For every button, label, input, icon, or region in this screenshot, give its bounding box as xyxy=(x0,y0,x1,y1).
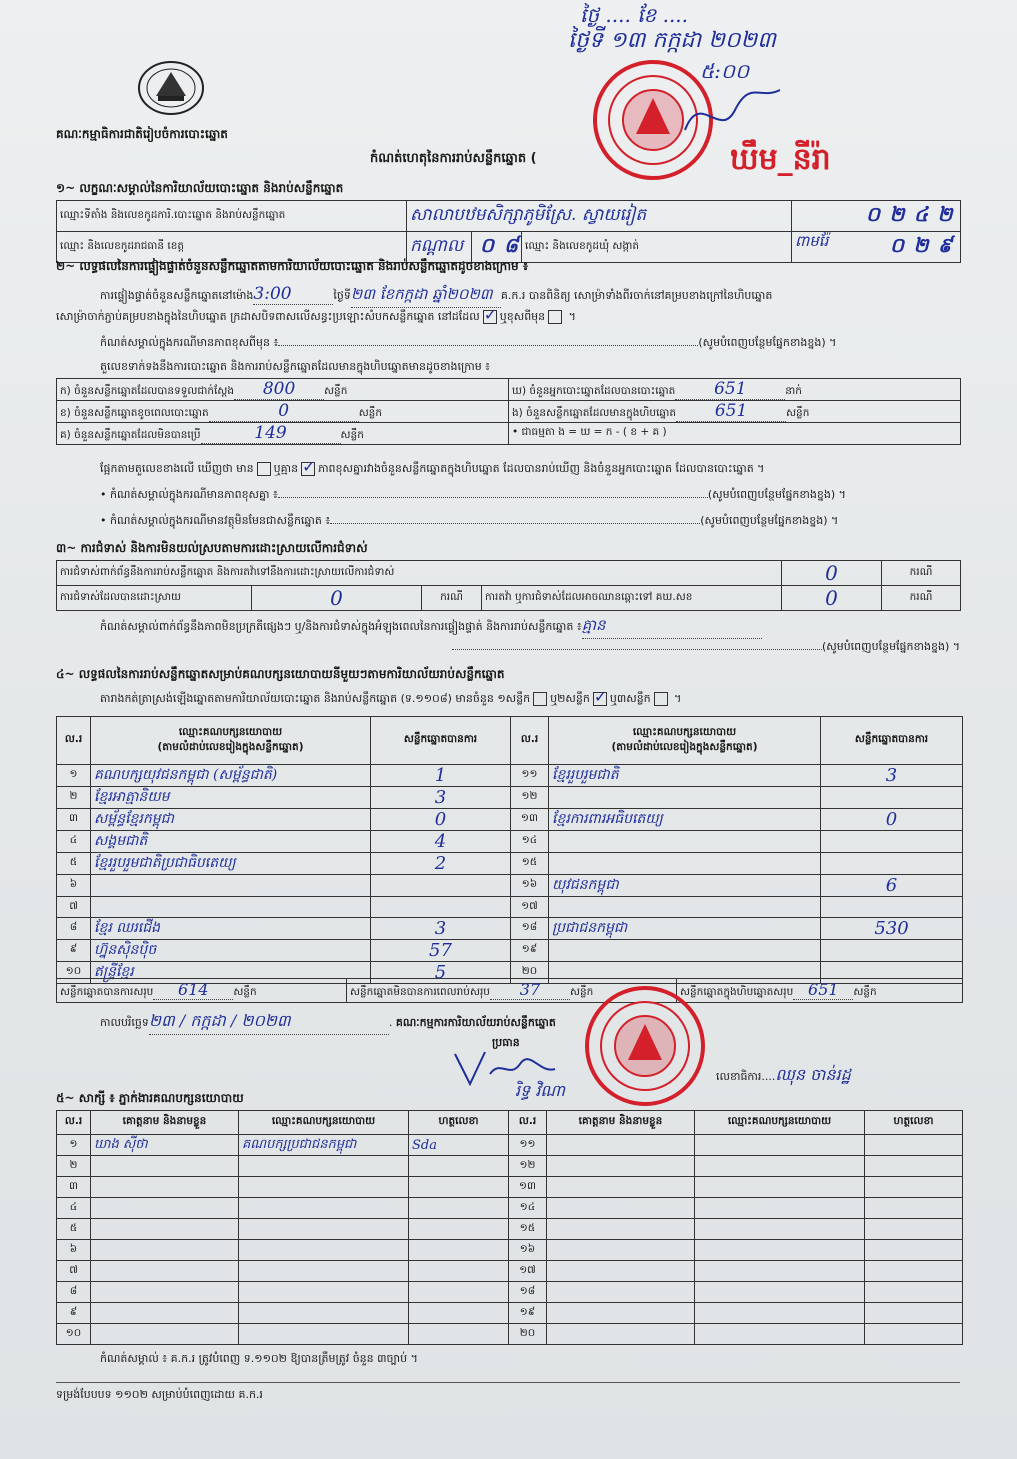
result-row xyxy=(57,831,963,853)
result-votes: 3 xyxy=(434,787,447,808)
province-value: កណ្តាល xyxy=(410,235,464,256)
in-box-cell: ង) ចំនួនសន្លឹកឆ្នោតដែលមានក្នុងហិបឆ្នោត 651 សន្លឹក xyxy=(509,401,961,423)
location-code: ០ ២ ៤ ២ xyxy=(792,201,961,232)
witness-no: ១ xyxy=(69,1137,78,1150)
secretary-name: ឈុន ចាន់រដ្ឋ xyxy=(775,1065,851,1084)
result-party-name: ខ្មែររួបរួមជាតិប្រជាធិបតេយ្យ xyxy=(94,855,236,871)
verify-time-value: 3:00 xyxy=(253,284,333,305)
verify-date-value: ២៣ ខែកក្កដា ឆ្នាំ២០២៣ xyxy=(351,285,501,308)
result-votes: 0 xyxy=(434,809,447,830)
spoiled-cell: ខ) ចំនួនសន្លឹកឆ្នោតខូចពេលបោះឆ្នោត 0 សន្លឹក xyxy=(57,401,509,423)
escalated-label: ការតវ៉ា ឬការជំទាស់ដែលអាចឈានឆ្ពោះទៅ គឃ.សខ xyxy=(482,586,782,611)
total-valid-value: 614 xyxy=(153,980,233,1000)
witness-row xyxy=(57,1261,963,1282)
result-row xyxy=(57,765,963,787)
witness-row xyxy=(57,1198,963,1219)
total-box-cell: សន្លឹកឆ្នោតក្នុងហិបឆ្នោតសរុប 651 សន្លឹក xyxy=(677,979,963,1003)
section2-title: ២~ លទ្ធផលនៃការផ្ទៀងផ្ទាត់ចំនួនសន្លឹកឆ្នោតតាមការិយាល័យបោះឆ្នោត និងរាប់សន្លឹកឆ្នោតដូចខាងក្រោម ៖ xyxy=(56,259,529,273)
signature-top-icon xyxy=(680,80,790,150)
witness-row xyxy=(57,1240,963,1261)
spoiled-value: 0 xyxy=(209,401,359,422)
complaints-table: ការជំទាស់ពាក់ព័ន្ធនឹងការរាប់សន្លឹកឆ្នោត និងការតវ៉ាទៅនឹងការដោះស្រាយលើការជំទាស់ 0 ករណី ការជំទាស់ដែលបានដោះស្រាយ 0 ករណី ការតវ៉ា ឬការជំទាស់ដែលអាចឈានឆ្ពោះទៅ គឃ.សខ 0 ករណី xyxy=(56,560,961,611)
result-no: ៦ xyxy=(69,878,78,890)
result-no: ២០ xyxy=(521,965,538,978)
result-votes: 1 xyxy=(434,765,447,786)
result-votes: 530 xyxy=(874,918,909,940)
result-no: ១៨ xyxy=(521,921,538,934)
difference-note: • កំណត់សម្គាល់ក្នុងករណីមានភាពខុសគ្នា ៖ (សូមបំពេញបន្ថែមផ្នែកខាងខ្នង) ។ xyxy=(100,488,846,501)
witness-no: ១២ xyxy=(519,1158,536,1171)
result-row xyxy=(57,918,963,940)
witness-no: ៣ xyxy=(69,1179,78,1192)
witness-party: គណបក្សប្រជាជនកម្ពុជា xyxy=(242,1136,357,1152)
resolved-label: ការជំទាស់ដែលបានដោះស្រាយ xyxy=(57,586,252,611)
result-no: ២ xyxy=(69,790,78,802)
footnote: កំណត់សម្គាល់ ៖ គ.ក.រ ត្រូវបំពេញ ទ.១១០២ ឱ្យបានត្រឹមត្រូវ ចំនួន ៣ច្បាប់ ។ xyxy=(100,1352,418,1365)
result-no: ១៣ xyxy=(521,812,538,824)
result-party-name: ខ្មែរអាត្មានិយម xyxy=(94,789,170,805)
tally-intro: តារាងកត់ត្រាស្រង់ឡើងឆ្នោតតាមការិយាល័យបោះឆ្នោត និងរាប់សន្លឹកឆ្នោត (ទ.១១០៨) មានចំនួន ១សន្លឹក ឬ២សន្លឹក✓ ឬ៣សន្លឹក ។ xyxy=(100,692,681,708)
irregularity-note: កំណត់សម្គាល់ពាក់ព័ន្ធនឹងភាពមិនប្រក្រតីផ្សេងៗ ឬ/និងការជំទាស់ក្នុងអំឡុងពេលនៃការផ្ទៀងផ្ទាត់ និងការរាប់សន្លឹកឆ្នោត ៖គ្មាន xyxy=(100,616,762,639)
in-box-value: 651 xyxy=(676,401,786,422)
result-no: ៧ xyxy=(69,899,78,912)
witness-row xyxy=(57,1156,963,1177)
result-no: ៨ xyxy=(69,921,78,934)
result-row xyxy=(57,809,963,831)
witness-no: ១៥ xyxy=(519,1221,536,1234)
compare-line: ផ្អែកតាមតួលេខខាងលើ ឃើញថា មាន ឬគ្មាន✓ ភាពខុសគ្នារវាងចំនួនសន្លឹកឆ្នោតក្នុងហិបឆ្នោត ដែលបានរាប់ឃើញ និងចំនួនអ្នកបោះឆ្នោត ដែលបានបោះឆ្នោត ។ xyxy=(100,462,764,478)
witness-row xyxy=(57,1282,963,1303)
commune-cell: ពាមរ៉ែ ០ ២ ៩ xyxy=(792,232,961,263)
nec-emblem-icon xyxy=(136,58,206,116)
form-reference: ទម្រង់បែបបទ ១១០២ សម្រាប់បំពេញដោយ គ.ក.រ xyxy=(56,1388,263,1401)
top-handwritten-note-1: ថ្ងៃ .... ខែ .... xyxy=(580,3,689,27)
commune-label: ឈ្មោះ និងលេខកូដឃុំ សង្កាត់ xyxy=(522,232,792,263)
two-sheets-checkbox[interactable] xyxy=(593,692,607,706)
result-no: ៣ xyxy=(69,812,78,824)
result-no: ៥ xyxy=(69,856,78,868)
witness-row xyxy=(57,1135,963,1156)
witness-no: ១៧ xyxy=(519,1263,536,1276)
witness-no: ៥ xyxy=(69,1221,78,1234)
no-difference-checkbox[interactable] xyxy=(301,462,315,476)
witness-no: ៩ xyxy=(69,1305,78,1318)
total-box-value: 651 xyxy=(793,980,853,1000)
result-no: ១១ xyxy=(521,768,538,780)
result-no: ៩ xyxy=(69,943,78,956)
witness-no: ៧ xyxy=(69,1263,78,1276)
footer-divider xyxy=(56,1382,960,1383)
result-no: ៤ xyxy=(69,834,78,846)
witness-no: ១០ xyxy=(65,1326,82,1339)
voted-cell: ឃ) ចំនួនអ្នកបោះឆ្នោតដែលបានបោះឆ្នោត 651 នាក់ xyxy=(509,379,961,401)
result-row xyxy=(57,897,963,918)
secretary-line: លេខាធិការ....ឈុន ចាន់រដ្ឋ xyxy=(716,1065,851,1084)
unused-value: 149 xyxy=(201,423,341,444)
top-handwritten-time: ៥:០០ xyxy=(700,59,750,83)
province-code: ០ ៨ xyxy=(472,232,522,263)
changed-checkbox[interactable] xyxy=(548,310,562,324)
witness-no: ៨ xyxy=(69,1284,78,1297)
results-table: ល.រ ឈ្មោះគណបក្សនយោបាយ (តាមលំដាប់លេខរៀងក្នុងសន្លឹកឆ្នោត) សន្លឹកឆ្នោតបានការ ល.រ ឈ្មោះគណបក្សនយោបាយ (តាមលំដាប់លេខរៀងក្នុងសន្លឹកឆ្នោត) សន្លឹកឆ្នោតបានការ ១ គណបក្សយុវជនកម្ពុជា (សម្ព័ន្ធជាតិ) 1 ១១ ខ្មែររួបរួមជាតិ 3 ២ ខ្មែរអាត្មានិយម 3 ១២ ៣ សម្ព័ន្ធខ្មែរកម្ពុជា 0 ១៣ ខ្មែរការពារអធិបតេយ្យ 0 ៤ សង្គមជាតិ 4 ១៤ ៥ ខ្មែររួបរួមជាតិប្រជាធិបតេយ្យ 2 ១៥ ៦ ១៦ យុវជនកម្ពុជា 6 ៧ ១៧ ៨ ខ្មែរ ឈរជើង 3 ១៨ ប្រជាជនកម្ពុជា 530 ៩ ហ្វ៊ុនស៊ិនប៉ិច 57 ១៩ ១០ ឥន្ទ្រីខ្មែរ 5 ២០ xyxy=(56,716,963,984)
verify-line-1: ការផ្ទៀងផ្ទាត់ចំនួនសន្លឹកឆ្នោតនៅម៉ោង3:00 ថ្ងៃទី២៣ ខែកក្កដា ឆ្នាំ២០២៣ គ.ក.រ បានពិនិត្យ សោម្រ៉ាទាំងពីរចាក់នៅគម្របខាងក្រៅនៃហិបឆ្នោត xyxy=(100,284,772,308)
chair-label: ប្រធាន xyxy=(492,1036,520,1049)
three-sheets-checkbox[interactable] xyxy=(654,692,668,706)
result-party-name: ហ្វ៊ុនស៊ិនប៉ិច xyxy=(94,942,157,959)
voted-value: 651 xyxy=(675,379,785,400)
witness-name: ឃាង ស៊ីថា xyxy=(94,1136,148,1152)
result-party-name: ខ្មែរ ឈរជើង xyxy=(94,920,160,937)
unused-cell: គ) ចំនួនសន្លឹកឆ្នោតដែលមិនបានប្រើ 149 សន្លឹក xyxy=(57,423,509,445)
result-row xyxy=(57,787,963,809)
result-party-name: សង្គមជាតិ xyxy=(94,833,148,849)
result-party-name: ខ្មែរការពារអធិបតេយ្យ xyxy=(552,811,663,827)
total-invalid-value: 37 xyxy=(490,980,570,1000)
province-label: ឈ្មោះ និងលេខកូដរាជធានី ខេត្ត xyxy=(57,232,407,263)
total-invalid-cell: សន្លឹកឆ្នោតមិនបានការពេលរាប់សរុប 37 សន្លឹក xyxy=(347,979,677,1003)
section1-table xyxy=(56,200,961,263)
witness-no: ២០ xyxy=(519,1326,536,1339)
result-votes: 3 xyxy=(885,765,898,786)
result-party-name: ខ្មែររួបរួមជាតិ xyxy=(552,767,619,783)
witness-row xyxy=(57,1219,963,1240)
witness-no: ១១ xyxy=(519,1137,536,1150)
location-label: ឈ្មោះទីតាំង និងលេខកូដការិ.បោះឆ្នោត និងរាប់សន្លឹកឆ្នោត xyxy=(57,201,407,232)
witness-no: ១៦ xyxy=(519,1242,536,1255)
result-votes: 4 xyxy=(434,831,447,852)
result-no: ១ xyxy=(69,768,78,780)
resolved-value: 0 xyxy=(330,586,343,610)
witness-no: ១៤ xyxy=(519,1200,536,1213)
result-party-name: យុវជនកម្ពុជា xyxy=(552,877,619,893)
result-votes: 2 xyxy=(434,853,447,874)
date-value: ២៣ / កក្កដា / ២០២៣ xyxy=(149,1010,389,1035)
commune-value: ពាមរ៉ែ xyxy=(795,232,829,250)
has-difference-checkbox[interactable] xyxy=(257,462,271,476)
verify-line-2: សោម្រ៉ាចាក់ភ្ជាប់គម្របខាងក្នុងនៃហិបឆ្នោត ក្រដាសបិទពាសលើសន្ធះប្រឡោះសំបកសន្លឹកឆ្នោត នៅដដែល✓ ឬខុសពីមុន ។ xyxy=(56,310,576,326)
numbers-table xyxy=(56,378,961,445)
witness-no: ២ xyxy=(69,1158,78,1171)
received-cell: ក) ចំនួនសន្លឹកឆ្នោតដែលបានទទួលជាក់ស្តែង 800 សន្លឹក xyxy=(57,379,509,401)
result-row xyxy=(57,853,963,875)
irregularity-hint: (សូមបំពេញបន្ថែមផ្នែកខាងខ្នង) ។ xyxy=(400,640,960,656)
result-party-name: ប្រជាជនកម្ពុជា xyxy=(552,920,628,937)
result-votes: 3 xyxy=(434,918,447,940)
received-value: 800 xyxy=(234,379,324,400)
result-no: ១៦ xyxy=(521,878,538,890)
witness-no: ១៨ xyxy=(519,1284,536,1297)
section3-title: ៣~ ការជំទាស់ និងការមិនយល់ស្របតាមការដោះស្រាយលើការជំទាស់ xyxy=(56,541,368,555)
result-no: ១០ xyxy=(65,965,82,978)
top-handwritten-note-2: ថ្ងៃទី ១៣ កក្កដា ២០២៣ xyxy=(568,28,776,53)
result-row xyxy=(57,875,963,897)
witness-no: ១៩ xyxy=(519,1305,536,1318)
result-no: ១៧ xyxy=(521,899,538,912)
witness-row xyxy=(57,1303,963,1324)
one-sheet-checkbox[interactable] xyxy=(533,692,547,706)
result-votes: 0 xyxy=(885,809,898,830)
result-no: ១៥ xyxy=(521,856,538,868)
witness-row xyxy=(57,1177,963,1198)
totals-table xyxy=(56,978,963,1003)
irregularity-value: គ្មាន xyxy=(582,616,762,639)
section5-title: ៥~ សាក្សី ៖ ភ្នាក់ងារគណបក្សនយោបាយ xyxy=(56,1091,244,1105)
witness-no: ១៣ xyxy=(519,1179,536,1192)
stamp-signature-name: ឃឹម_នីរ៉ា xyxy=(730,142,831,177)
result-no: ១៤ xyxy=(521,834,538,846)
section1-title: ១~ លក្ខណៈសម្គាល់នៃការិយាល័យបោះឆ្នោត និងរាប់សន្លឹកឆ្នោត xyxy=(56,181,344,195)
witness-no: ៤ xyxy=(69,1200,78,1213)
witness-no: ៦ xyxy=(69,1242,78,1255)
complaints-value: 0 xyxy=(825,561,838,585)
location-value: សាលាបឋមសិក្សាភូមិស្រែ. ស្វាយរៀត xyxy=(410,204,647,225)
complaints-label: ការជំទាស់ពាក់ព័ន្ធនឹងការរាប់សន្លឹកឆ្នោត និងការតវ៉ាទៅនឹងការដោះស្រាយលើការជំទាស់ xyxy=(57,561,782,586)
same-checkbox[interactable] xyxy=(483,310,497,324)
escalated-value: 0 xyxy=(825,586,838,610)
result-votes: 57 xyxy=(429,940,452,962)
result-party-name: គណបក្សយុវជនកម្ពុជា (សម្ព័ន្ធជាតិ) xyxy=(94,767,278,783)
chair-name: រិទ្ធ វិណា xyxy=(515,1081,566,1100)
numbers-intro: តួលេខទាក់ទងនឹងការបោះឆ្នោត និងការរាប់សន្លឹកឆ្នោតដែលមានក្នុងហិបឆ្នោតមានដូចខាងក្រោម ៖ xyxy=(100,360,491,373)
formula: • ជាធម្មតា ង = ឃ = ក - ( ខ + គ ) xyxy=(509,423,961,445)
result-row xyxy=(57,940,963,962)
change-note-line: កំណត់សម្គាល់ក្នុងករណីមានភាពខុសពីមុន ៖ (សូមបំពេញបន្ថែមផ្នែកខាងខ្នង) ។ xyxy=(100,336,837,349)
section4-title: ៤~ លទ្ធផលនៃការរាប់សន្លឹកឆ្នោតសម្រាប់គណបក្សនយោបាយនីមួយៗតាមការិយាល័យរាប់សន្លឹកឆ្នោត xyxy=(56,667,505,681)
org-line: គណៈកម្មាធិការជាតិរៀបចំការបោះឆ្នោត xyxy=(56,127,228,141)
result-votes: 5 xyxy=(434,962,447,984)
official-stamp-bottom xyxy=(580,984,710,1108)
witness-row xyxy=(57,1324,963,1345)
witness-table: ល.រ គោត្តនាម និងនាមខ្លួន ឈ្មោះគណបក្សនយោបាយ ហត្ថលេខា ល.រ គោត្តនាម និងនាមខ្លួន ឈ្មោះគណបក្សនយោបាយ ហត្ថលេខា ១ ឃាង ស៊ីថា គណបក្សប្រជាជនកម្ពុជា Sda ១១ ២ ១២ ៣ ១៣ ៤ ១៤ ៥ ១៥ ៦ ១៦ ៧ ១៧ ៨ ១៨ ៩ ១៩ ១០ ២០ xyxy=(56,1110,963,1345)
date-line: កាលបរិច្ឆេទ២៣ / កក្កដា / ២០២៣ . គណៈកម្មការការិយាល័យរាប់សន្លឹកឆ្នោត xyxy=(100,1010,556,1035)
non-ballot-note: • កំណត់សម្គាល់ក្នុងករណីមានវត្ថុមិនមែនជាសន្លឹកឆ្នោត ៖ (សូមបំពេញបន្ថែមផ្នែកខាងខ្នង) ។ xyxy=(100,514,839,527)
witness-signature: Sda xyxy=(412,1137,437,1153)
result-no: ១២ xyxy=(521,790,538,802)
result-party-name: សម្ព័ន្ធខ្មែរកម្ពុជា xyxy=(94,811,174,827)
form-title: កំណត់ហេតុនៃការរាប់សន្លឹកឆ្នោត ( xyxy=(370,151,537,166)
total-valid-cell: សន្លឹកឆ្នោតបានការសរុប 614 សន្លឹក xyxy=(57,979,347,1003)
result-party-name: ឥន្ទ្រីខ្មែរ xyxy=(94,964,134,981)
result-votes: 6 xyxy=(885,875,898,896)
result-no: ១៩ xyxy=(521,943,538,956)
